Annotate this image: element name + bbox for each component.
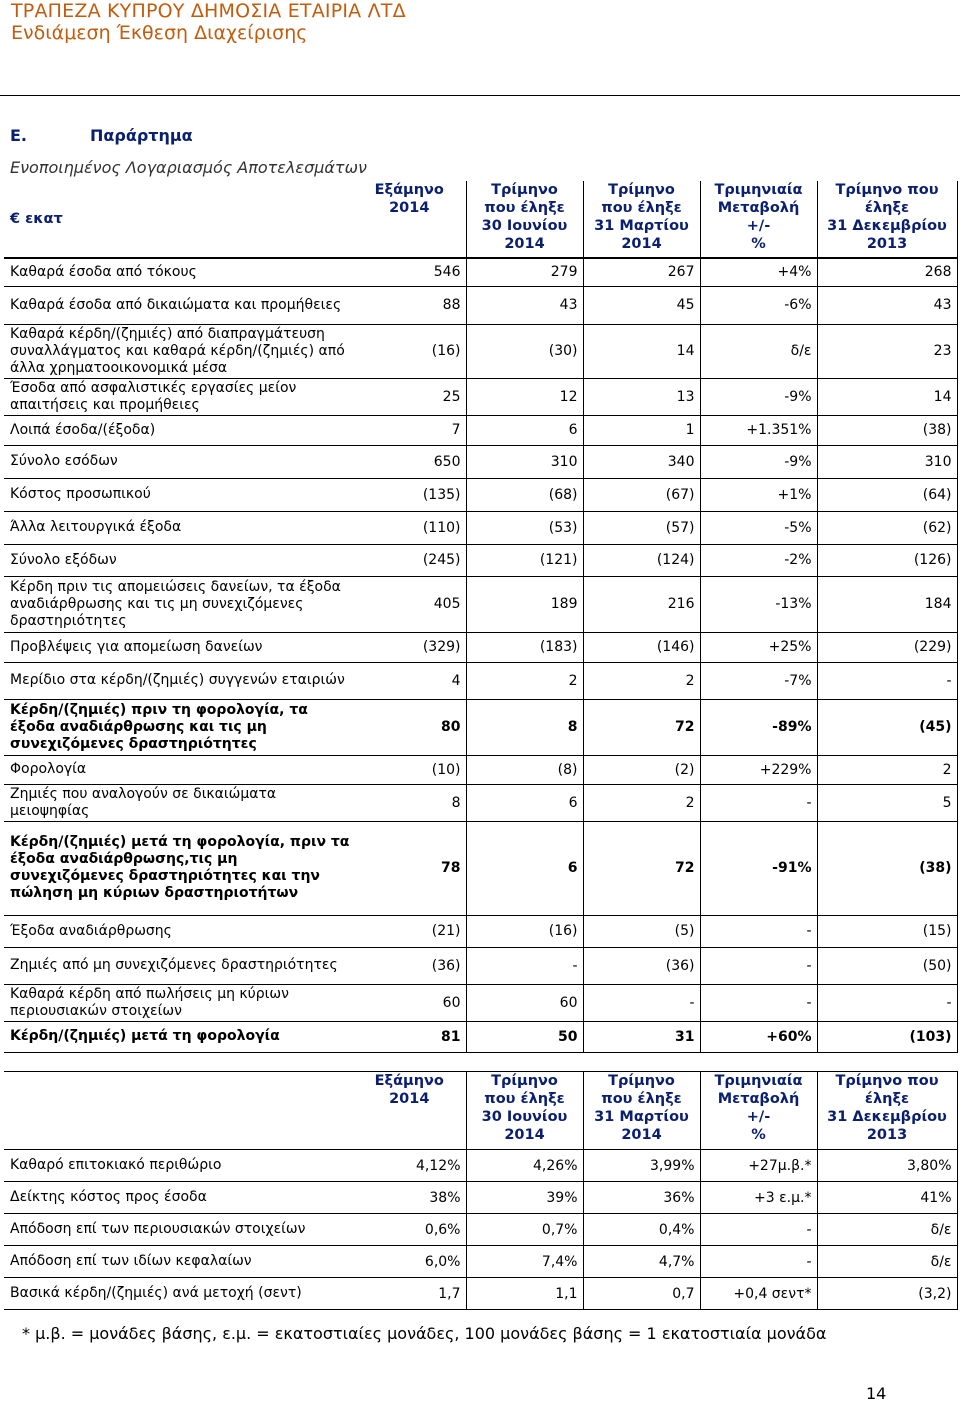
table-row	[4, 662, 957, 699]
cell-value: 546	[353, 258, 466, 286]
cell-value: (126)	[817, 544, 957, 576]
cell-value: 216	[583, 576, 700, 632]
cell-value: 14	[817, 378, 957, 415]
column-header	[353, 181, 466, 258]
cell-value: 80	[353, 699, 466, 755]
cell-value: δ/ε	[700, 324, 817, 378]
cell-value: (68)	[466, 478, 583, 511]
table-row	[4, 576, 957, 632]
cell-value: -	[700, 1214, 817, 1246]
cell-value: 3,80%	[817, 1150, 957, 1182]
column-header-line: 31 Δεκεμβρίου	[827, 1109, 947, 1125]
cell-value: -89%	[700, 699, 817, 755]
cell-value: 650	[353, 445, 466, 478]
table-row	[4, 378, 957, 415]
row-label: Κέρδη/(ζημιές) μετά τη φορολογία	[4, 1021, 353, 1052]
cell-value: (183)	[466, 632, 583, 662]
row-label: Κέρδη/(ζημιές) πριν τη φορολογία, τα έξοδα αναδιάρθρωσης και τις μη συνεχιζόμενες δραστηριότητες	[4, 699, 353, 755]
cell-value: 6	[466, 821, 583, 915]
cell-value: 3,99%	[583, 1150, 700, 1182]
column-header-line: 2014	[621, 1127, 662, 1143]
cell-value: (103)	[817, 1021, 957, 1052]
column-header	[700, 181, 817, 258]
income-statement-table	[4, 181, 958, 1053]
cell-value: 31	[583, 1021, 700, 1052]
cell-value: (38)	[817, 415, 957, 445]
column-header-line: 2014	[389, 200, 430, 216]
cell-value: +27μ.β.*	[700, 1150, 817, 1182]
cell-value: 184	[817, 576, 957, 632]
column-header-line: %	[751, 236, 766, 252]
cell-value: 60	[466, 984, 583, 1021]
row-label: Δείκτης κόστος προς έσοδα	[4, 1182, 353, 1214]
table-row	[4, 984, 957, 1021]
cell-value: -	[700, 915, 817, 947]
row-label: Απόδοση επί των ιδίων κεφαλαίων	[4, 1246, 353, 1278]
column-header	[353, 1072, 466, 1150]
cell-value: -	[583, 984, 700, 1021]
cell-value: (3,2)	[817, 1278, 957, 1310]
column-header-line: που έληξε	[601, 1091, 682, 1107]
cell-value: 2	[466, 662, 583, 699]
cell-value: 4,26%	[466, 1150, 583, 1182]
table-row	[4, 755, 957, 784]
column-header-line: Τρίμηνο που	[835, 182, 939, 198]
cell-value: -5%	[700, 511, 817, 544]
column-header	[817, 1072, 957, 1150]
table-row	[4, 324, 957, 378]
column-header	[466, 1072, 583, 1150]
row-label: Απόδοση επί των περιουσιακών στοιχείων	[4, 1214, 353, 1246]
table-row	[4, 1182, 957, 1214]
cell-value: (10)	[353, 755, 466, 784]
column-header-line: Τρίμηνο που	[835, 1073, 939, 1089]
cell-value: 279	[466, 258, 583, 286]
cell-value: 268	[817, 258, 957, 286]
column-header-row	[4, 181, 957, 258]
cell-value: (38)	[817, 821, 957, 915]
cell-value: 6	[466, 415, 583, 445]
row-label: Προβλέψεις για απομείωση δανείων	[4, 632, 353, 662]
cell-value: 6	[466, 784, 583, 821]
column-header-line: 31 Μαρτίου	[594, 1109, 689, 1125]
report-title: Ενδιάμεση Έκθεση Διαχείρισης	[11, 22, 308, 44]
cell-value: -7%	[700, 662, 817, 699]
cell-value: 60	[353, 984, 466, 1021]
statement-title: Ενοποιημένος Λογαριασμός Αποτελεσμάτων	[10, 158, 367, 177]
cell-value: 41%	[817, 1182, 957, 1214]
table-row	[4, 1214, 957, 1246]
table-row	[4, 258, 957, 286]
cell-value: 2	[583, 784, 700, 821]
row-label: Κέρδη/(ζημιές) μετά τη φορολογία, πριν τα έξοδα αναδιάρθρωσης,τις μη συνεχιζόμενες δραστηριότητες και την πώληση μη κύριων δραστηριοτήτων	[4, 821, 353, 915]
cell-value: (16)	[353, 324, 466, 378]
cell-value: 12	[466, 378, 583, 415]
cell-value: 45	[583, 286, 700, 324]
column-header-line: 31 Δεκεμβρίου	[827, 218, 947, 234]
row-label: Σύνολο εσόδων	[4, 445, 353, 478]
row-label: Σύνολο εξόδων	[4, 544, 353, 576]
cell-value: (36)	[583, 947, 700, 984]
column-header-line: Τριμηνιαία	[714, 182, 803, 198]
cell-value: +0,4 σεντ*	[700, 1278, 817, 1310]
cell-value: +1%	[700, 478, 817, 511]
cell-value: (124)	[583, 544, 700, 576]
column-header-line: Μεταβολή	[717, 1091, 800, 1107]
cell-value: -2%	[700, 544, 817, 576]
table-row	[4, 286, 957, 324]
cell-value: -	[700, 984, 817, 1021]
cell-value: (45)	[817, 699, 957, 755]
cell-value: 7,4%	[466, 1246, 583, 1278]
cell-value: -91%	[700, 821, 817, 915]
section-letter: Ε.	[10, 126, 28, 145]
cell-value: +229%	[700, 755, 817, 784]
cell-value: 8	[466, 699, 583, 755]
column-header-line: έληξε	[864, 200, 910, 216]
cell-value: (21)	[353, 915, 466, 947]
section-title: Παράρτημα	[90, 126, 193, 145]
row-label: Μερίδιο στα κέρδη/(ζημιές) συγγενών εταιριών	[4, 662, 353, 699]
column-header-line: +/-	[746, 218, 771, 234]
cell-value: 38%	[353, 1182, 466, 1214]
column-header	[817, 181, 957, 258]
column-header-line: Τρίμηνο	[491, 182, 558, 198]
table-row	[4, 699, 957, 755]
column-header-line: Τρίμηνο	[491, 1073, 558, 1089]
cell-value: 310	[817, 445, 957, 478]
cell-value: 0,7%	[466, 1214, 583, 1246]
column-header-line: που έληξε	[484, 200, 565, 216]
cell-value: 2	[817, 755, 957, 784]
cell-value: (8)	[466, 755, 583, 784]
cell-value: 6,0%	[353, 1246, 466, 1278]
cell-value: -	[700, 1246, 817, 1278]
page-number: 14	[866, 1384, 887, 1403]
column-header-line: που έληξε	[601, 200, 682, 216]
row-label: Κόστος προσωπικού	[4, 478, 353, 511]
cell-value: (36)	[353, 947, 466, 984]
cell-value: (62)	[817, 511, 957, 544]
cell-value: 0,4%	[583, 1214, 700, 1246]
cell-value: 14	[583, 324, 700, 378]
column-header-line: 2014	[389, 1091, 430, 1107]
column-header-line: που έληξε	[484, 1091, 565, 1107]
table-row	[4, 1278, 957, 1310]
cell-value: 50	[466, 1021, 583, 1052]
cell-value: (229)	[817, 632, 957, 662]
table-row	[4, 544, 957, 576]
column-header-line: +/-	[746, 1109, 771, 1125]
cell-value: +4%	[700, 258, 817, 286]
row-label: Έσοδα από ασφαλιστικές εργασίες μείον απαιτήσεις και προμήθειες	[4, 378, 353, 415]
column-header-line: 30 Ιουνίου	[481, 1109, 568, 1125]
cell-value: 340	[583, 445, 700, 478]
column-header-line: Μεταβολή	[717, 200, 800, 216]
cell-value: 72	[583, 821, 700, 915]
cell-value: 189	[466, 576, 583, 632]
row-label: Ζημιές που αναλογούν σε δικαιώματα μειοψηφίας	[4, 784, 353, 821]
row-label: Καθαρά έσοδα από δικαιώματα και προμήθειες	[4, 286, 353, 324]
unit-label	[4, 1072, 353, 1150]
cell-value: 36%	[583, 1182, 700, 1214]
key-ratios-table	[4, 1071, 958, 1310]
cell-value: 0,6%	[353, 1214, 466, 1246]
header-divider	[0, 95, 960, 96]
cell-value: +1.351%	[700, 415, 817, 445]
cell-value: -13%	[700, 576, 817, 632]
column-header-line: έληξε	[864, 1091, 910, 1107]
column-header-line: %	[751, 1127, 766, 1143]
cell-value: (245)	[353, 544, 466, 576]
cell-value: -	[817, 662, 957, 699]
cell-value: 0,7	[583, 1278, 700, 1310]
cell-value: 78	[353, 821, 466, 915]
cell-value: 43	[817, 286, 957, 324]
table-row	[4, 1021, 957, 1052]
cell-value: 4,7%	[583, 1246, 700, 1278]
cell-value: 81	[353, 1021, 466, 1052]
column-header	[700, 1072, 817, 1150]
column-header	[466, 181, 583, 258]
cell-value: 25	[353, 378, 466, 415]
cell-value: (64)	[817, 478, 957, 511]
cell-value: -	[700, 784, 817, 821]
cell-value: (57)	[583, 511, 700, 544]
cell-value: 267	[583, 258, 700, 286]
column-header-line: 2013	[866, 1127, 908, 1143]
column-header-line: 30 Ιουνίου	[481, 218, 568, 234]
row-label: Ζημιές από μη συνεχιζόμενες δραστηριότητες	[4, 947, 353, 984]
table-row	[4, 821, 957, 915]
cell-value: 310	[466, 445, 583, 478]
table-row	[4, 784, 957, 821]
column-header-line: 31 Μαρτίου	[594, 218, 689, 234]
cell-value: 39%	[466, 1182, 583, 1214]
cell-value: 72	[583, 699, 700, 755]
column-header	[583, 1072, 700, 1150]
cell-value: (146)	[583, 632, 700, 662]
column-header-line: Τριμηνιαία	[714, 1073, 803, 1089]
cell-value: 23	[817, 324, 957, 378]
cell-value: +3 ε.μ.*	[700, 1182, 817, 1214]
cell-value: (5)	[583, 915, 700, 947]
cell-value: -9%	[700, 378, 817, 415]
column-header-line: Τρίμηνο	[608, 182, 675, 198]
cell-value: 5	[817, 784, 957, 821]
cell-value: 88	[353, 286, 466, 324]
cell-value: (110)	[353, 511, 466, 544]
row-label: Κέρδη πριν τις απομειώσεις δανείων, τα έξοδα αναδιάρθρωσης και τις μη συνεχιζόμενες δραστηριότητες	[4, 576, 353, 632]
cell-value: (329)	[353, 632, 466, 662]
cell-value: 13	[583, 378, 700, 415]
table-row	[4, 415, 957, 445]
row-label: Άλλα λειτουργικά έξοδα	[4, 511, 353, 544]
cell-value: (121)	[466, 544, 583, 576]
cell-value: -	[700, 947, 817, 984]
table-row	[4, 511, 957, 544]
row-label: Καθαρό επιτοκιακό περιθώριο	[4, 1150, 353, 1182]
cell-value: (53)	[466, 511, 583, 544]
column-header-line: 2013	[866, 236, 908, 252]
cell-value: 2	[583, 662, 700, 699]
table-row	[4, 632, 957, 662]
column-header-line: 2014	[504, 236, 545, 252]
row-label: Λοιπά έσοδα/(έξοδα)	[4, 415, 353, 445]
row-label: Καθαρά κέρδη/(ζημιές) από διαπραγμάτευση συναλλάγματος και καθαρά κέρδη/(ζημιές) από άλλα χρηματοοικονομικά μέσα	[4, 324, 353, 378]
cell-value: -	[817, 984, 957, 1021]
cell-value: δ/ε	[817, 1246, 957, 1278]
row-label: Βασικά κέρδη/(ζημιές) ανά μετοχή (σεντ)	[4, 1278, 353, 1310]
column-header-line: Τρίμηνο	[608, 1073, 675, 1089]
row-label: Έξοδα αναδιάρθρωσης	[4, 915, 353, 947]
cell-value: 1,7	[353, 1278, 466, 1310]
cell-value: -	[466, 947, 583, 984]
cell-value: 1	[583, 415, 700, 445]
cell-value: 7	[353, 415, 466, 445]
column-header	[583, 181, 700, 258]
column-header-row	[4, 1072, 957, 1150]
footnote: * μ.β. = μονάδες βάσης, ε.μ. = εκατοστιαίες μονάδες, 100 μονάδες βάσης = 1 εκατοστιαία μονάδα	[22, 1324, 827, 1343]
cell-value: (67)	[583, 478, 700, 511]
table-row	[4, 445, 957, 478]
cell-value: (16)	[466, 915, 583, 947]
cell-value: -9%	[700, 445, 817, 478]
column-header-line: 2014	[504, 1127, 545, 1143]
table-row	[4, 1246, 957, 1278]
cell-value: 8	[353, 784, 466, 821]
cell-value: 4,12%	[353, 1150, 466, 1182]
cell-value: δ/ε	[817, 1214, 957, 1246]
cell-value: (135)	[353, 478, 466, 511]
cell-value: (15)	[817, 915, 957, 947]
column-header-line: Εξάμηνο	[374, 182, 444, 198]
cell-value: -6%	[700, 286, 817, 324]
table-row	[4, 1150, 957, 1182]
table-row	[4, 947, 957, 984]
column-header-line: 2014	[621, 236, 662, 252]
cell-value: 1,1	[466, 1278, 583, 1310]
row-label: Καθαρά έσοδα από τόκους	[4, 258, 353, 286]
cell-value: 43	[466, 286, 583, 324]
cell-value: 405	[353, 576, 466, 632]
table-row	[4, 478, 957, 511]
cell-value: 4	[353, 662, 466, 699]
cell-value: +60%	[700, 1021, 817, 1052]
company-name: ΤΡΑΠΕΖΑ ΚΥΠΡΟΥ ΔΗΜΟΣΙΑ ΕΤΑΙΡΙΑ ΛΤΔ	[11, 0, 406, 22]
row-label: Καθαρά κέρδη από πωλήσεις μη κύριων περιουσιακών στοιχείων	[4, 984, 353, 1021]
cell-value: (2)	[583, 755, 700, 784]
column-header-line: Εξάμηνο	[374, 1073, 444, 1089]
table-row	[4, 915, 957, 947]
cell-value: +25%	[700, 632, 817, 662]
cell-value: (30)	[466, 324, 583, 378]
unit-label: € εκατ	[10, 211, 63, 227]
row-label: Φορολογία	[4, 755, 353, 784]
cell-value: (50)	[817, 947, 957, 984]
